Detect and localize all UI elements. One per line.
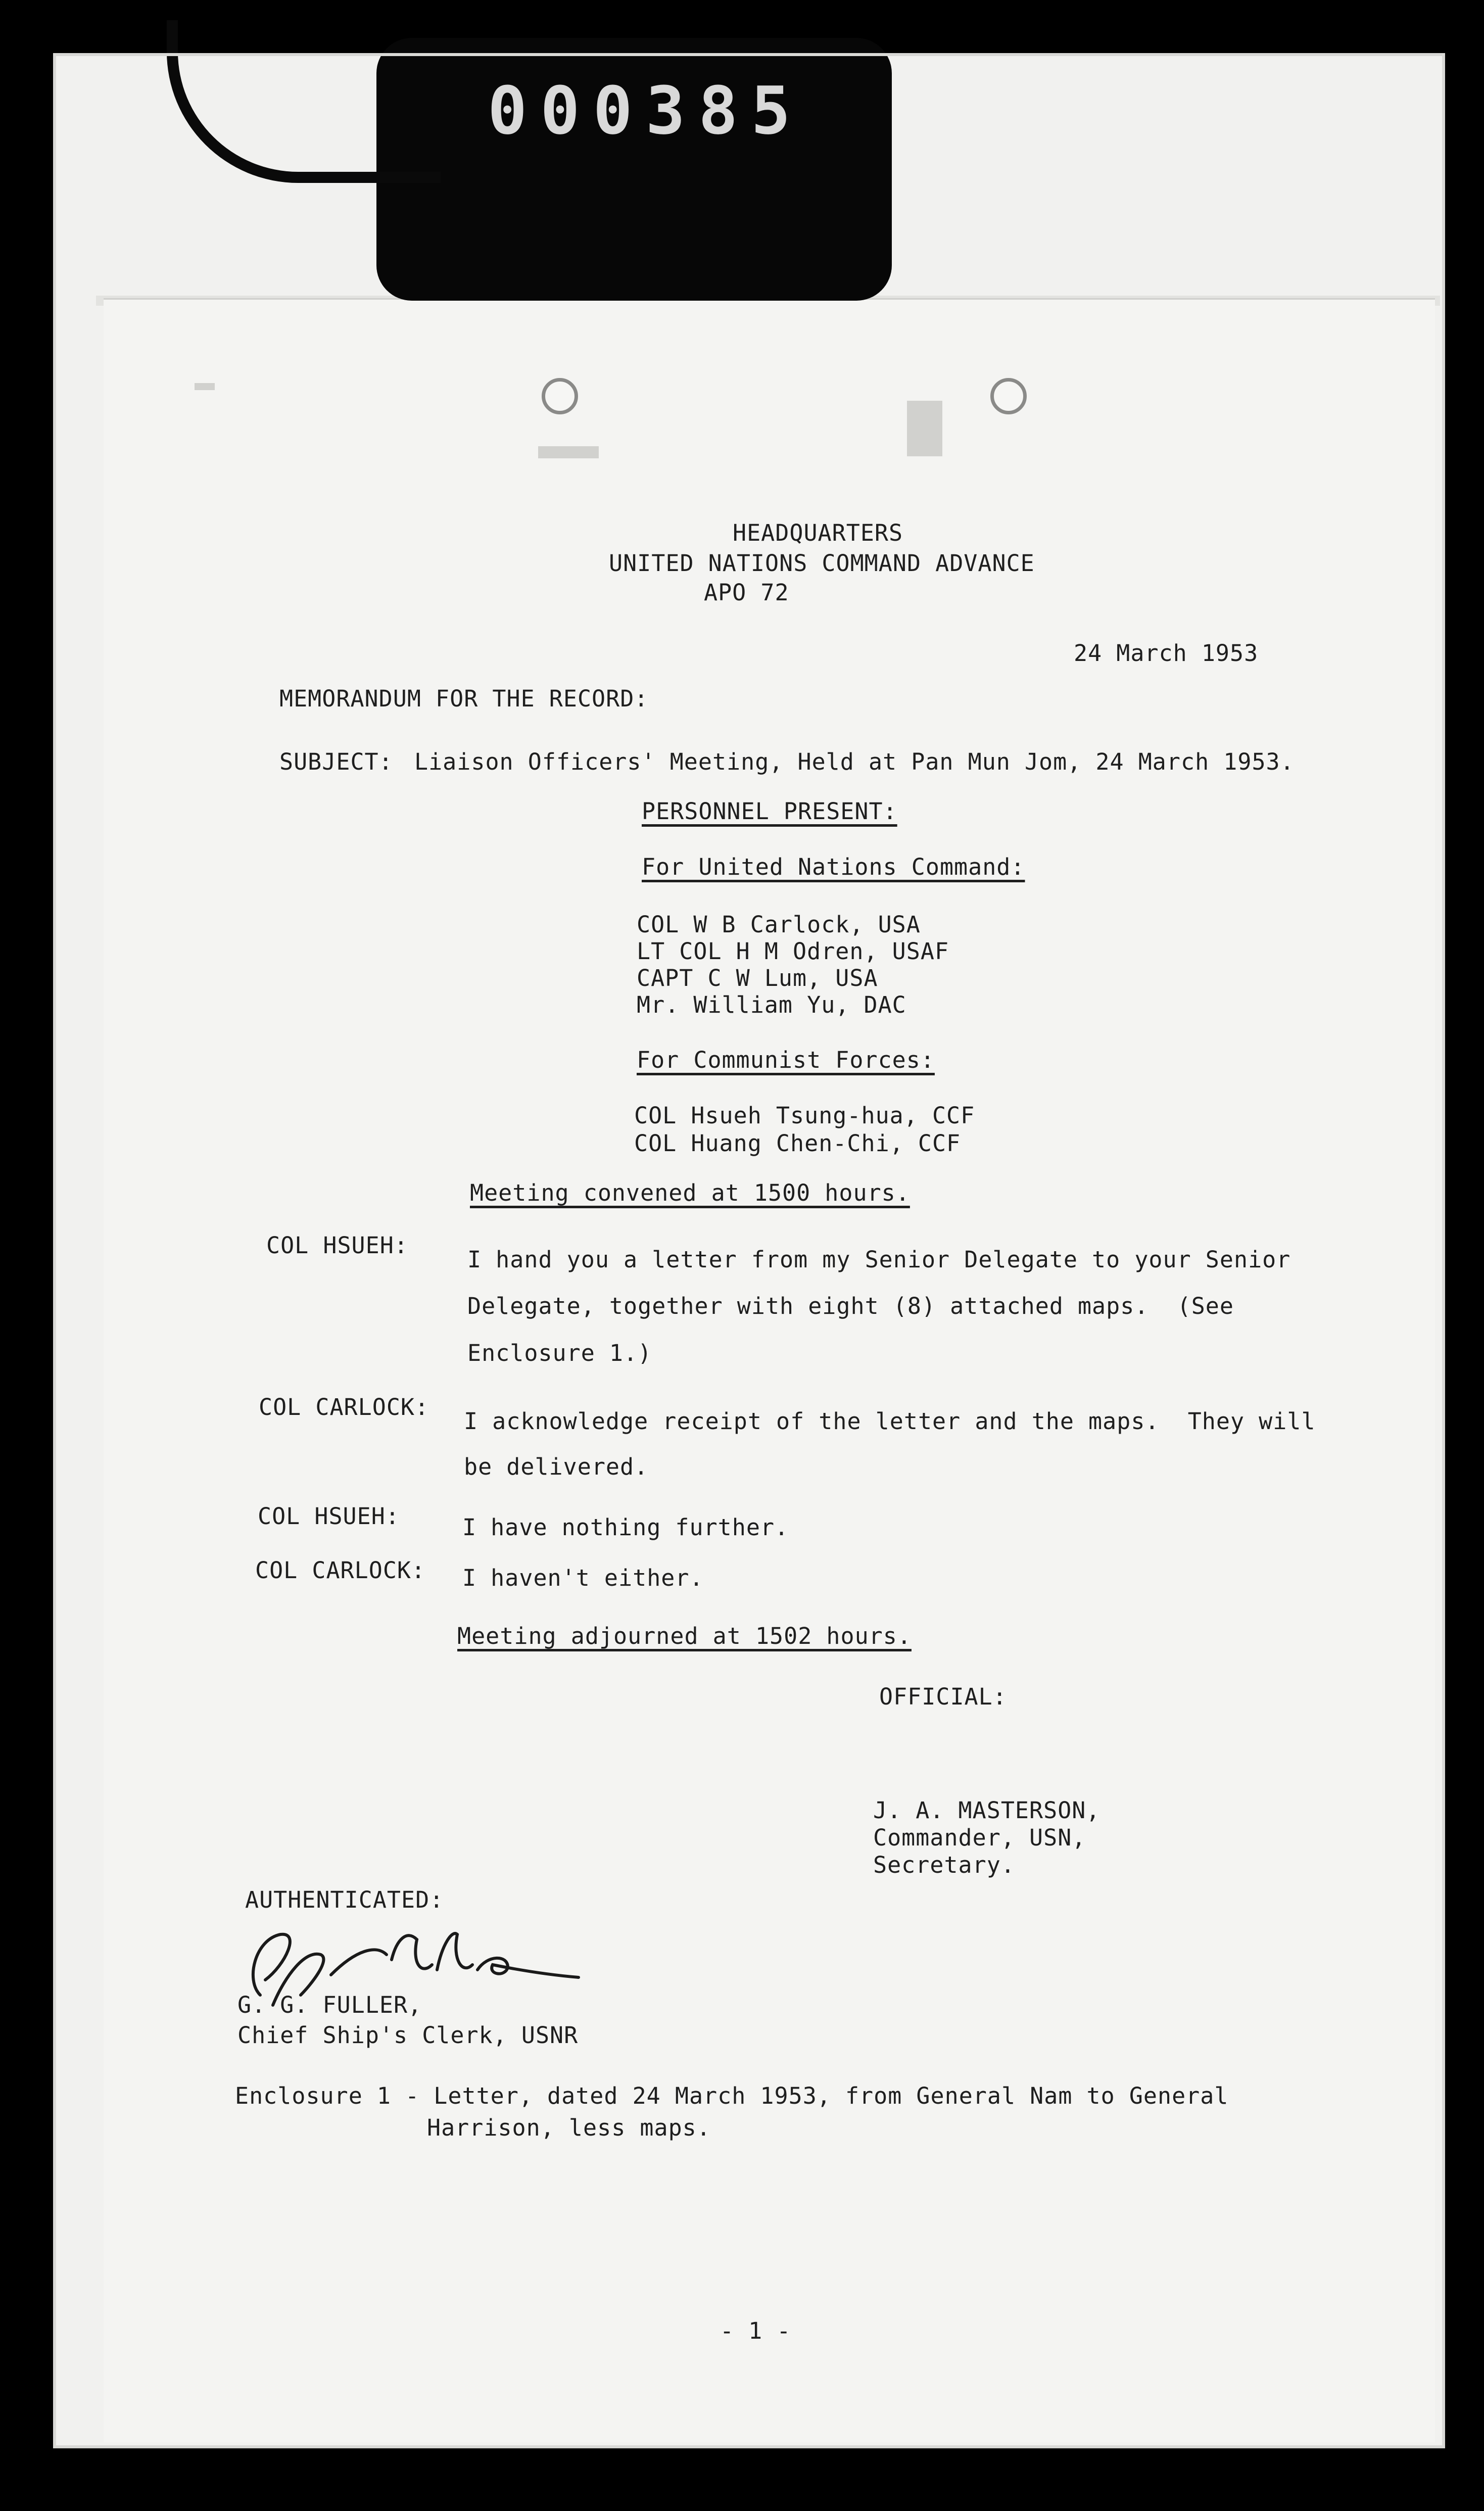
official-name: J. A. MASTERSON, bbox=[873, 1797, 1100, 1824]
speaker-label: COL HSUEH: bbox=[258, 1503, 400, 1530]
memo-title: MEMORANDUM FOR THE RECORD: bbox=[279, 685, 649, 712]
speaker-label: COL CARLOCK: bbox=[259, 1394, 429, 1420]
un-member: CAPT C W Lum, USA bbox=[637, 965, 878, 991]
subject-label: SUBJECT: bbox=[279, 748, 393, 775]
memo-date: 24 March 1953 bbox=[1074, 640, 1259, 667]
speaker-label: COL CARLOCK: bbox=[255, 1557, 426, 1584]
official-title: Secretary. bbox=[873, 1852, 1015, 1878]
frame-counter-digits: 000385 bbox=[488, 72, 804, 149]
un-member: COL W B Carlock, USA bbox=[637, 911, 921, 938]
letterhead-line1: HEADQUARTERS bbox=[733, 519, 903, 546]
authenticated-label: AUTHENTICATED: bbox=[245, 1886, 444, 1913]
smudge-mark bbox=[907, 401, 942, 456]
subject-text: Liaison Officers' Meeting, Held at Pan Mun Jom, 24 March 1953. bbox=[414, 748, 1295, 775]
authenticated-name: G. G. FULLER, bbox=[237, 1992, 422, 2018]
official-label: OFFICIAL: bbox=[879, 1683, 1007, 1710]
dialogue-line: be delivered. bbox=[464, 1453, 649, 1480]
dialogue-line: I have nothing further. bbox=[462, 1514, 789, 1541]
personnel-heading: PERSONNEL PRESENT: bbox=[642, 798, 897, 825]
document-page bbox=[104, 298, 1435, 2442]
communist-heading: For Communist Forces: bbox=[637, 1047, 935, 1073]
speaker-label: COL HSUEH: bbox=[266, 1232, 408, 1259]
letterhead-line3: APO 72 bbox=[704, 579, 789, 606]
enclosure-line2: Harrison, less maps. bbox=[427, 2114, 711, 2141]
enclosure-line1: Enclosure 1 - Letter, dated 24 March 1953, from General Nam to General bbox=[235, 2082, 1229, 2109]
communist-member: COL Hsueh Tsung-hua, CCF bbox=[634, 1102, 975, 1129]
meeting-convened: Meeting convened at 1500 hours. bbox=[470, 1179, 910, 1206]
letterhead-line2: UNITED NATIONS COMMAND ADVANCE bbox=[609, 550, 1035, 577]
punch-hole-left bbox=[542, 378, 578, 414]
page-number: - 1 - bbox=[720, 2317, 791, 2344]
punch-hole-right bbox=[990, 378, 1027, 414]
meeting-adjourned: Meeting adjourned at 1502 hours. bbox=[457, 1623, 912, 1649]
un-heading: For United Nations Command: bbox=[642, 854, 1025, 880]
un-member: LT COL H M Odren, USAF bbox=[637, 938, 949, 965]
dialogue-line: Delegate, together with eight (8) attached maps. (See bbox=[467, 1293, 1234, 1319]
dialogue-line: Enclosure 1.) bbox=[467, 1340, 652, 1366]
official-rank: Commander, USN, bbox=[873, 1824, 1086, 1851]
frame-counter bbox=[376, 38, 892, 301]
smudge-mark bbox=[538, 446, 599, 458]
un-member: Mr. William Yu, DAC bbox=[637, 991, 906, 1018]
dialogue-line: I hand you a letter from my Senior Delegate to your Senior bbox=[467, 1246, 1291, 1273]
authenticated-title: Chief Ship's Clerk, USNR bbox=[237, 2022, 579, 2049]
dialogue-line: I haven't either. bbox=[462, 1565, 704, 1591]
communist-member: COL Huang Chen-Chi, CCF bbox=[634, 1130, 961, 1157]
dialogue-line: I acknowledge receipt of the letter and the maps. They will bbox=[464, 1408, 1316, 1435]
smudge-mark bbox=[195, 383, 215, 390]
